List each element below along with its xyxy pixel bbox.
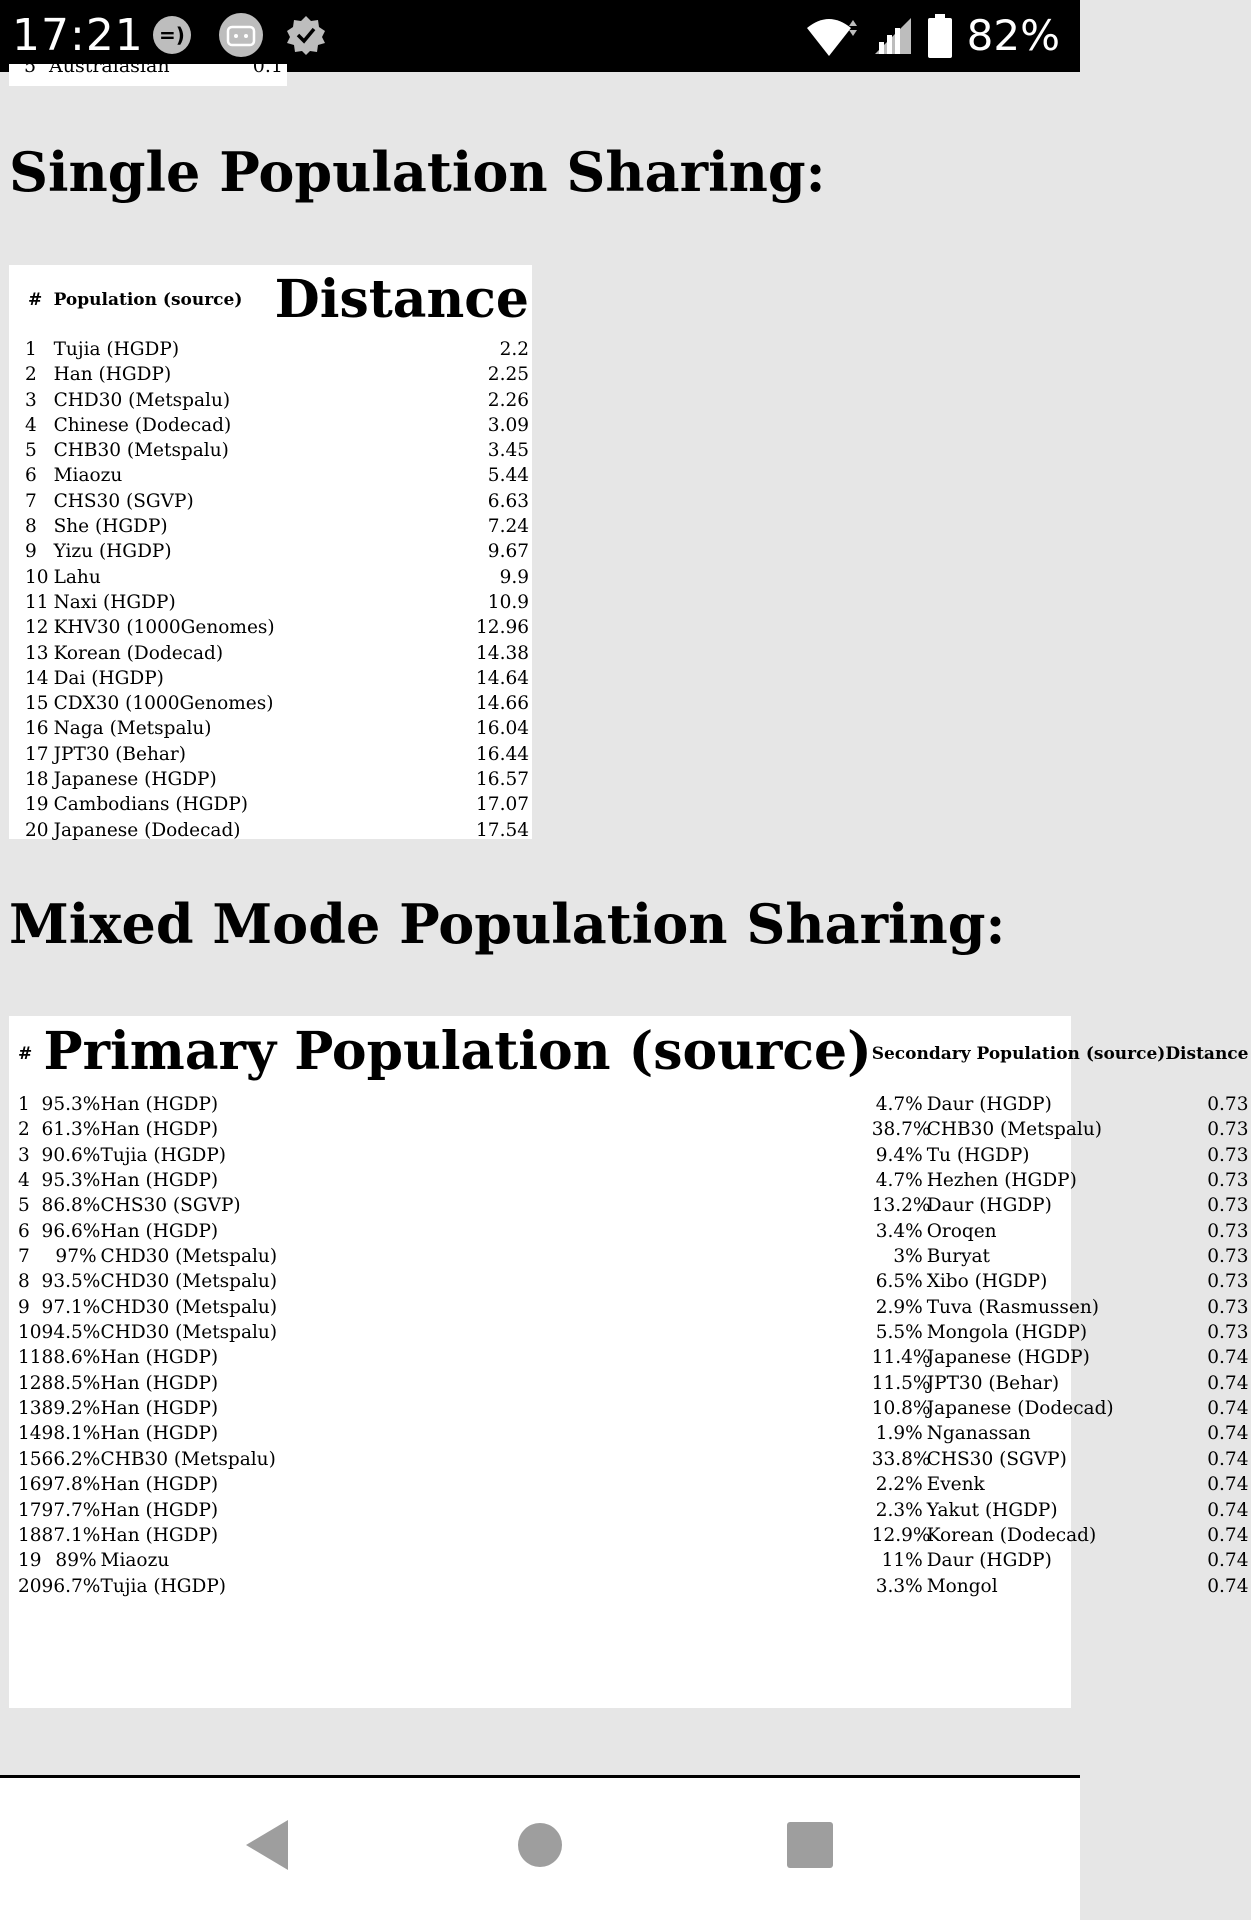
primary-percent: 97% [55,1246,97,1268]
secondary-percent: 1.9% [875,1423,923,1445]
prev-row-population: Australasian [49,55,170,77]
row-primary [42,1219,872,1244]
primary-percent: 94.5% [41,1322,101,1344]
row-population: Japanese (HGDP) [53,769,217,791]
secondary-population: Evenk [926,1474,985,1496]
primary-population: CHD30 (Metspalu) [100,1322,278,1344]
mixed-population-table [9,1016,1249,1708]
row-distance: 0.73 [1207,1296,1249,1318]
row-population: Dai (HGDP) [53,667,164,689]
row-distance: 0.73 [1207,1271,1249,1293]
table-row [9,792,532,817]
row-secondary [872,1472,1166,1497]
table-header-row [9,1016,1251,1092]
row-secondary [872,1143,1166,1168]
row-num: 15 [18,1448,42,1470]
secondary-population: Oroqen [926,1220,997,1242]
row-population: CHB30 (Metspalu) [53,440,229,462]
primary-percent: 97.1% [41,1296,101,1318]
prev-row-value: 0.1 [252,55,283,77]
row-secondary [872,1295,1166,1320]
previous-table-tail [9,55,287,86]
secondary-percent: 38.7% [871,1119,931,1141]
single-section-title: Single Population Sharing: [9,140,826,204]
row-secondary [872,1498,1166,1523]
row-distance: 0.73 [1207,1246,1249,1268]
secondary-population: Tu (HGDP) [926,1144,1030,1166]
row-num: 20 [25,819,49,841]
row-primary [42,1523,872,1548]
row-primary [42,1269,872,1294]
secondary-population: Hezhen (HGDP) [926,1170,1077,1192]
table-row [9,691,532,716]
row-num: 19 [25,794,49,816]
row-primary [42,1472,872,1497]
single-population-table [9,265,532,839]
primary-percent: 93.5% [41,1271,101,1293]
home-button[interactable] [495,1800,585,1890]
secondary-percent: 3% [893,1246,923,1268]
table-row [9,1269,1251,1294]
recents-button[interactable] [765,1800,855,1890]
primary-percent: 87.1% [41,1524,101,1546]
primary-population: Han (HGDP) [100,1094,219,1115]
table-row [9,1143,1251,1168]
secondary-percent: 11.5% [871,1372,931,1394]
row-distance: 2.25 [487,364,529,386]
secondary-population: Buryat [926,1246,990,1268]
primary-population: Tujia (HGDP) [100,1575,226,1597]
row-primary [42,1193,872,1218]
recents-square-icon [787,1822,833,1868]
secondary-percent: 3.4% [875,1220,923,1242]
row-num: 6 [18,1220,30,1242]
secondary-population: Korean (Dodecad) [926,1524,1097,1546]
secondary-percent: 11% [881,1550,923,1572]
row-num: 2 [25,364,37,386]
secondary-percent: 3.3% [875,1575,923,1597]
row-population: Japanese (Dodecad) [53,819,241,841]
header-secondary-population: Secondary Population (source) [871,1044,1166,1064]
row-population: Naxi (HGDP) [53,591,176,613]
primary-population: Han (HGDP) [100,1119,219,1141]
row-num: 13 [25,642,49,664]
verified-badge-icon [285,14,327,56]
bilibili-icon [218,12,264,58]
row-distance: 0.73 [1207,1144,1249,1166]
secondary-population: Tuva (Rasmussen) [926,1296,1099,1318]
row-distance: 9.9 [499,566,529,588]
table-row [9,388,532,413]
header-distance: Distance [274,269,529,330]
row-primary [42,1143,872,1168]
row-num: 16 [18,1474,42,1496]
primary-percent: 90.6% [41,1144,101,1166]
secondary-percent: 13.2% [871,1195,931,1217]
row-num: 5 [25,440,37,462]
row-primary [42,1371,872,1396]
row-distance: 0.74 [1207,1448,1249,1470]
chat-icon [151,14,193,56]
row-population: CDX30 (1000Genomes) [53,693,274,715]
row-num: 6 [25,465,37,487]
row-distance: 0.73 [1207,1195,1249,1217]
secondary-population: Japanese (HGDP) [926,1347,1090,1369]
table-row [9,1219,1251,1244]
secondary-population: Daur (HGDP) [926,1195,1052,1217]
row-distance: 0.74 [1207,1575,1249,1597]
row-population: Cambodians (HGDP) [53,794,249,816]
row-distance: 3.09 [487,414,529,436]
row-distance: 9.67 [487,541,529,563]
back-button[interactable] [222,1800,312,1890]
table-row [9,1472,1251,1497]
secondary-population: Daur (HGDP) [926,1094,1052,1115]
row-num: 10 [18,1322,42,1344]
row-num: 4 [25,414,37,436]
primary-population: CHB30 (Metspalu) [100,1448,276,1470]
primary-percent: 88.6% [41,1347,101,1369]
row-population: Yizu (HGDP) [53,541,172,563]
primary-population: CHD30 (Metspalu) [100,1296,278,1318]
row-secondary [872,1320,1166,1345]
row-population: Korean (Dodecad) [53,642,224,664]
secondary-percent: 5.5% [875,1322,923,1344]
row-num: 13 [18,1398,42,1420]
row-num: 3 [18,1144,30,1166]
primary-percent: 95.3% [41,1094,101,1115]
row-secondary [872,1168,1166,1193]
header-num: # [28,290,43,310]
primary-percent: 89.2% [41,1398,101,1420]
row-distance: 14.38 [476,642,529,664]
row-population: Naga (Metspalu) [53,718,212,740]
primary-population: Han (HGDP) [100,1398,219,1420]
prev-row-num: 5 [24,55,37,77]
svg-text:=): =) [159,23,185,47]
row-distance: 17.54 [476,819,529,841]
row-num: 17 [18,1499,42,1521]
row-primary [42,1396,872,1421]
row-num: 1 [25,339,37,360]
row-num: 12 [25,617,49,639]
table-row [9,489,532,514]
row-num: 1 [18,1094,30,1115]
row-distance: 16.04 [476,718,529,740]
row-secondary [872,1244,1166,1269]
row-secondary [872,1117,1166,1142]
row-population: JPT30 (Behar) [53,743,186,765]
primary-population: Han (HGDP) [100,1220,219,1242]
row-distance: 0.73 [1207,1170,1249,1192]
primary-percent: 66.2% [41,1448,101,1470]
primary-percent: 97.8% [41,1474,101,1496]
secondary-percent: 4.7% [875,1170,923,1192]
row-distance: 0.73 [1207,1220,1249,1242]
primary-population: Han (HGDP) [100,1499,219,1521]
table-row [9,666,532,691]
row-distance: 5.44 [487,465,529,487]
row-num: 11 [25,591,49,613]
row-distance: 10.9 [487,591,529,613]
row-distance: 2.26 [487,389,529,411]
primary-percent: 96.7% [41,1575,101,1597]
row-num: 17 [25,743,49,765]
table-row [9,1548,1251,1573]
row-primary [42,1295,872,1320]
row-distance: 0.74 [1207,1499,1249,1521]
back-triangle-icon [242,1818,292,1872]
header-num: # [18,1044,33,1064]
row-distance: 2.2 [499,339,529,360]
row-secondary [872,1421,1166,1446]
signal-icon [873,16,913,56]
secondary-percent: 2.3% [875,1499,923,1521]
primary-population: Han (HGDP) [100,1474,219,1496]
row-num: 18 [18,1524,42,1546]
secondary-population: JPT30 (Behar) [926,1372,1060,1394]
row-distance: 14.66 [476,693,529,715]
table-row [9,1345,1251,1370]
mixed-section-title: Mixed Mode Population Sharing: [9,892,1006,956]
secondary-population: CHB30 (Metspalu) [926,1119,1102,1141]
secondary-population: Japanese (Dodecad) [926,1398,1114,1420]
battery-percent: 82% [966,11,1060,60]
wifi-icon [803,14,859,58]
table-row [9,438,532,463]
row-secondary [872,1092,1166,1117]
table-row [9,1371,1251,1396]
battery-icon [927,14,953,58]
table-row [9,1320,1251,1345]
row-distance: 0.74 [1207,1347,1249,1369]
row-population: Lahu [53,566,101,588]
row-num: 3 [25,389,37,411]
row-primary [42,1498,872,1523]
table-row [9,716,532,741]
table-row [9,1295,1251,1320]
row-secondary [872,1548,1166,1573]
row-num: 9 [25,541,37,563]
primary-percent: 96.6% [41,1220,101,1242]
table-row [9,565,532,590]
secondary-percent: 33.8% [871,1448,931,1470]
primary-population: CHD30 (Metspalu) [100,1271,278,1293]
row-num: 8 [18,1271,30,1293]
row-num: 12 [18,1372,42,1394]
row-num: 4 [18,1170,30,1192]
primary-percent: 89% [55,1550,97,1572]
row-num: 15 [25,693,49,715]
row-distance: 0.74 [1207,1474,1249,1496]
primary-percent: 98.1% [41,1423,101,1445]
primary-population: Tujia (HGDP) [100,1144,226,1166]
table-row [9,413,532,438]
row-num: 5 [18,1195,30,1217]
row-distance: 16.57 [476,769,529,791]
primary-percent: 97.7% [41,1499,101,1521]
table-row [9,1498,1251,1523]
primary-population: CHS30 (SGVP) [100,1195,241,1217]
row-population: Chinese (Dodecad) [53,414,232,436]
secondary-population: CHS30 (SGVP) [926,1448,1067,1470]
table-row [9,1244,1251,1269]
table-row [9,1421,1251,1446]
row-secondary [872,1574,1166,1599]
secondary-percent: 11.4% [871,1347,931,1369]
table-row [9,1092,1251,1117]
row-population: Han (HGDP) [53,364,172,386]
row-primary [42,1548,872,1573]
table-header-row [9,265,532,335]
page-content[interactable] [0,55,1249,1776]
secondary-percent: 12.9% [871,1524,931,1546]
row-population: CHD30 (Metspalu) [53,389,231,411]
row-secondary [872,1269,1166,1294]
header-population: Population (source) [53,290,243,310]
row-distance: 0.74 [1207,1372,1249,1394]
row-population: Tujia (HGDP) [53,339,180,360]
row-num: 7 [25,490,37,512]
row-distance: 14.64 [476,667,529,689]
secondary-population: Mongola (HGDP) [926,1322,1088,1344]
row-secondary [872,1523,1166,1548]
table-row [9,590,532,615]
primary-population: Miaozu [100,1550,170,1572]
header-primary-population: Primary Population (source) [43,1021,872,1082]
row-population: She (HGDP) [53,516,168,538]
row-distance: 0.74 [1207,1550,1249,1572]
row-secondary [872,1345,1166,1370]
secondary-population: Nganassan [926,1423,1031,1445]
table-row [9,1523,1251,1548]
table-row [9,1574,1251,1599]
table-row [9,767,532,792]
row-num: 20 [18,1575,42,1597]
row-distance: 0.73 [1207,1094,1249,1115]
row-secondary [872,1219,1166,1244]
primary-population: Han (HGDP) [100,1347,219,1369]
primary-percent: 95.3% [41,1170,101,1192]
table-row [9,335,532,362]
row-population: Miaozu [53,465,123,487]
row-secondary [872,1447,1166,1472]
row-primary [42,1092,872,1117]
status-time: 17:21 [12,10,144,61]
primary-population: Han (HGDP) [100,1524,219,1546]
secondary-percent: 10.8% [871,1398,931,1420]
secondary-percent: 6.5% [875,1271,923,1293]
table-row [9,514,532,539]
row-distance: 7.24 [487,516,529,538]
secondary-percent: 2.9% [875,1296,923,1318]
row-primary [42,1421,872,1446]
row-primary [42,1168,872,1193]
row-distance: 0.74 [1207,1398,1249,1420]
row-distance: 0.74 [1207,1423,1249,1445]
row-distance: 0.74 [1207,1524,1249,1546]
table-row [9,641,532,666]
row-secondary [872,1396,1166,1421]
secondary-percent: 2.2% [875,1474,923,1496]
secondary-percent: 4.7% [875,1094,923,1115]
primary-population: CHD30 (Metspalu) [100,1246,278,1268]
row-num: 19 [18,1550,42,1572]
row-num: 2 [18,1119,30,1141]
row-num: 7 [18,1246,30,1268]
table-row [9,818,532,843]
primary-percent: 61.3% [41,1119,101,1141]
secondary-population: Yakut (HGDP) [926,1499,1058,1521]
table-row [9,615,532,640]
table-row [9,1168,1251,1193]
row-distance: 17.07 [476,794,529,816]
row-primary [42,1117,872,1142]
row-num: 16 [25,718,49,740]
row-num: 8 [25,516,37,538]
row-population: CHS30 (SGVP) [53,490,194,512]
row-num: 10 [25,566,49,588]
primary-population: Han (HGDP) [100,1170,219,1192]
row-population: KHV30 (1000Genomes) [53,617,275,639]
row-primary [42,1244,872,1269]
row-distance: 0.73 [1207,1322,1249,1344]
header-distance: Distance [1165,1044,1249,1064]
row-distance: 12.96 [476,617,529,639]
secondary-percent: 9.4% [875,1144,923,1166]
row-primary [42,1345,872,1370]
row-num: 14 [18,1423,42,1445]
row-num: 11 [18,1347,42,1369]
table-row [9,539,532,564]
row-distance: 3.45 [487,440,529,462]
primary-percent: 86.8% [41,1195,101,1217]
row-num: 18 [25,769,49,791]
primary-population: Han (HGDP) [100,1372,219,1394]
row-num: 14 [25,667,49,689]
row-distance: 0.73 [1207,1119,1249,1141]
table-row [9,1193,1251,1218]
row-distance: 6.63 [487,490,529,512]
secondary-population: Daur (HGDP) [926,1550,1052,1572]
table-row [9,1117,1251,1142]
secondary-population: Xibo (HGDP) [926,1271,1048,1293]
row-secondary [872,1371,1166,1396]
primary-population: Han (HGDP) [100,1423,219,1445]
home-circle-icon [517,1822,563,1868]
secondary-population: Mongol [926,1575,998,1597]
table-row [9,463,532,488]
row-distance: 16.44 [476,743,529,765]
table-row [9,1396,1251,1421]
row-primary [42,1574,872,1599]
primary-percent: 88.5% [41,1372,101,1394]
table-row [9,742,532,767]
table-row [9,362,532,387]
row-primary [42,1447,872,1472]
table-row [9,1447,1251,1472]
navigation-bar [0,1778,1080,1920]
row-num: 9 [18,1296,30,1318]
row-secondary [872,1193,1166,1218]
row-primary [42,1320,872,1345]
